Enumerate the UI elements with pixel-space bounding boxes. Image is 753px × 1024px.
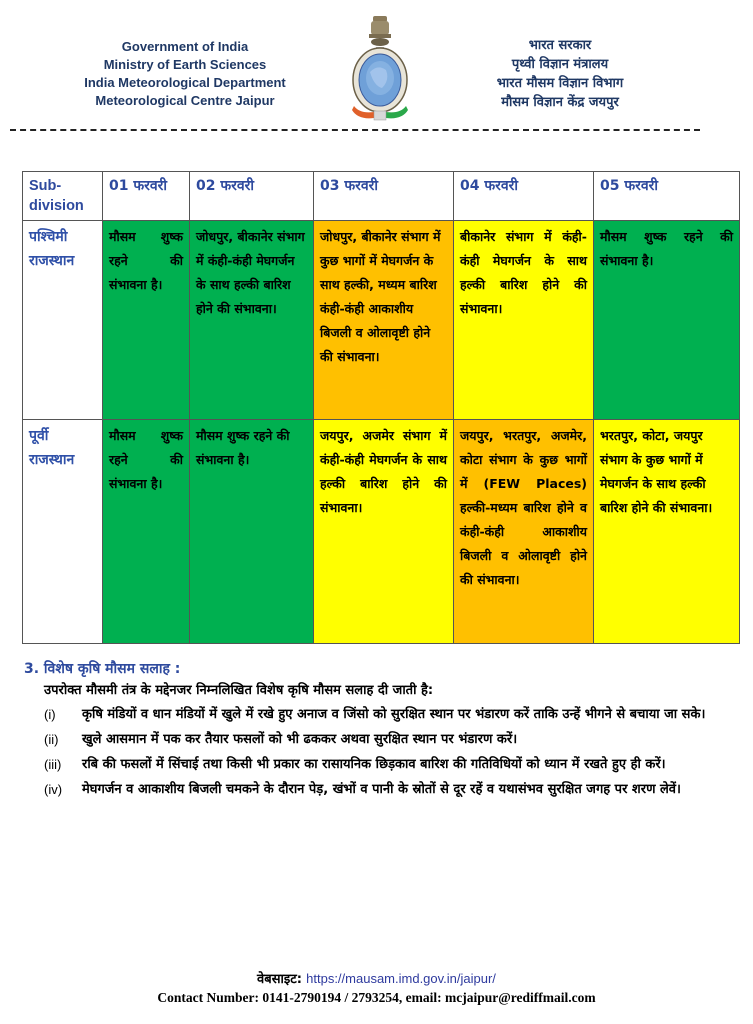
region-cell: पश्चिमी राजस्थान bbox=[23, 221, 103, 420]
advisory-number: (iii) bbox=[44, 757, 62, 772]
header-date: 02 फरवरी bbox=[190, 172, 314, 221]
advisory-text: कृषि मंडियों व धान मंडियों में खुले में रखे हुए अनाज व जिंसो को सुरक्षित स्थान पर भंडारण करें ताकि उन्हें भीगने से बचाया जा सके। bbox=[82, 707, 706, 722]
website-line bbox=[0, 970, 753, 989]
advisory-item bbox=[24, 752, 734, 777]
forecast-cell: मौसम शुष्क रहने की संभावना है। bbox=[103, 221, 190, 420]
english-letterhead bbox=[70, 38, 300, 110]
forecast-cell: जयपुर, भरतपुर, अजमेर, कोटा संभाग के कुछ भागों में (FEW Places) हल्की-मध्यम बारिश होने व कंही-कंही आकाशीय बिजली व ओलावृष्टी होने की संभावना। bbox=[454, 420, 594, 644]
letterhead bbox=[0, 0, 753, 130]
advisory-number: (iv) bbox=[44, 782, 63, 797]
header-subdivision: Sub-division bbox=[23, 172, 103, 221]
imd-emblem-icon bbox=[340, 14, 420, 126]
english-line-ministry: Ministry of Earth Sciences bbox=[103, 57, 267, 72]
advisory-number: (i) bbox=[44, 707, 56, 722]
advisory-text: मेघगर्जन व आकाशीय बिजली चमकने के दौरान पेड़, खंभों व पानी के स्रोतों से दूर रहें व यथासंभव सुरक्षित जगह पर शरण लेवें। bbox=[82, 782, 681, 797]
advisory-item bbox=[24, 777, 734, 802]
hindi-line-government: भारत सरकार bbox=[528, 38, 592, 53]
forecast-cell: मौसम शुष्क रहने की संभावना है। bbox=[103, 420, 190, 644]
forecast-cell: मौसम शुष्क रहने की संभावना है। bbox=[594, 221, 740, 420]
forecast-cell: मौसम शुष्क रहने की संभावना है। bbox=[190, 420, 314, 644]
hindi-line-centre: मौसम विज्ञान केंद्र जयपुर bbox=[501, 95, 619, 110]
english-line-department: India Meteorological Department bbox=[84, 75, 286, 90]
section-title: 3. विशेष कृषि मौसम सलाह : bbox=[24, 661, 181, 677]
advisory-number: (ii) bbox=[44, 732, 59, 747]
english-line-government: Government of India bbox=[121, 39, 249, 54]
section-intro: उपरोक्त मौसमी तंत्र के मद्देनजर निम्नलिखित विशेष कृषि मौसम सलाह दी जाती है: bbox=[44, 683, 434, 698]
hindi-letterhead bbox=[470, 36, 650, 112]
header-date: 01 फरवरी bbox=[103, 172, 190, 221]
contact-info: Contact Number: 0141-2790194 / 2793254, email: mcjaipur@rediffmail.com bbox=[157, 990, 596, 1005]
advisory-item bbox=[24, 727, 734, 752]
header-date: 03 फरवरी bbox=[314, 172, 454, 221]
forecast-cell: जोधपुर, बीकानेर संभाग में कंही-कंही मेघगर्जन के साथ हल्की बारिश होने की संभावना। bbox=[190, 221, 314, 420]
footer bbox=[0, 970, 753, 1007]
header-date: 04 फरवरी bbox=[454, 172, 594, 221]
advisory-text: रबि की फसलों में सिंचाई तथा किसी भी प्रकार का रासायनिक छिड़काव बारिश की गतिविधियों को ध्यान में रखते हुए ही करें। bbox=[82, 757, 666, 772]
hindi-line-ministry: पृथ्वी विज्ञान मंत्रालय bbox=[511, 57, 609, 72]
forecast-cell: भरतपुर, कोटा, जयपुर संभाग के कुछ भागों में मेघगर्जन के साथ हल्की बारिश होने की संभावना। bbox=[594, 420, 740, 644]
table-row-west-rajasthan bbox=[23, 221, 740, 420]
hindi-line-department: भारत मौसम विज्ञान विभाग bbox=[496, 76, 624, 91]
website-label: वेबसाइट: bbox=[257, 972, 302, 987]
forecast-cell: जयपुर, अजमेर संभाग में कंही-कंही मेघगर्जन के साथ हल्की बारिश होने की संभावना। bbox=[314, 420, 454, 644]
agro-advisory-section bbox=[24, 658, 734, 802]
table-row-east-rajasthan bbox=[23, 420, 740, 644]
advisory-text: खुले आसमान में पक कर तैयार फसलों को भी ढककर अथवा सुरक्षित स्थान पर भंडारण करें। bbox=[82, 732, 518, 747]
region-cell: पूर्वी राजस्थान bbox=[23, 420, 103, 644]
forecast-cell: जोधपुर, बीकानेर संभाग में कुछ भागों में मेघगर्जन के साथ हल्की, मध्यम बारिश कंही-कंही आकाशीय बिजली व ओलावृष्टी होने की संभावना। bbox=[314, 221, 454, 420]
english-line-centre: Meteorological Centre Jaipur bbox=[95, 93, 275, 108]
forecast-table bbox=[22, 171, 740, 644]
forecast-cell: बीकानेर संभाग में कंही-कंही मेघगर्जन के साथ हल्की बारिश होने की संभावना। bbox=[454, 221, 594, 420]
header-divider bbox=[10, 129, 700, 131]
advisory-item bbox=[24, 702, 734, 727]
website-link[interactable]: https://mausam.imd.gov.in/jaipur/ bbox=[306, 971, 496, 986]
header-date: 05 फरवरी bbox=[594, 172, 740, 221]
table-header-row bbox=[23, 172, 740, 221]
